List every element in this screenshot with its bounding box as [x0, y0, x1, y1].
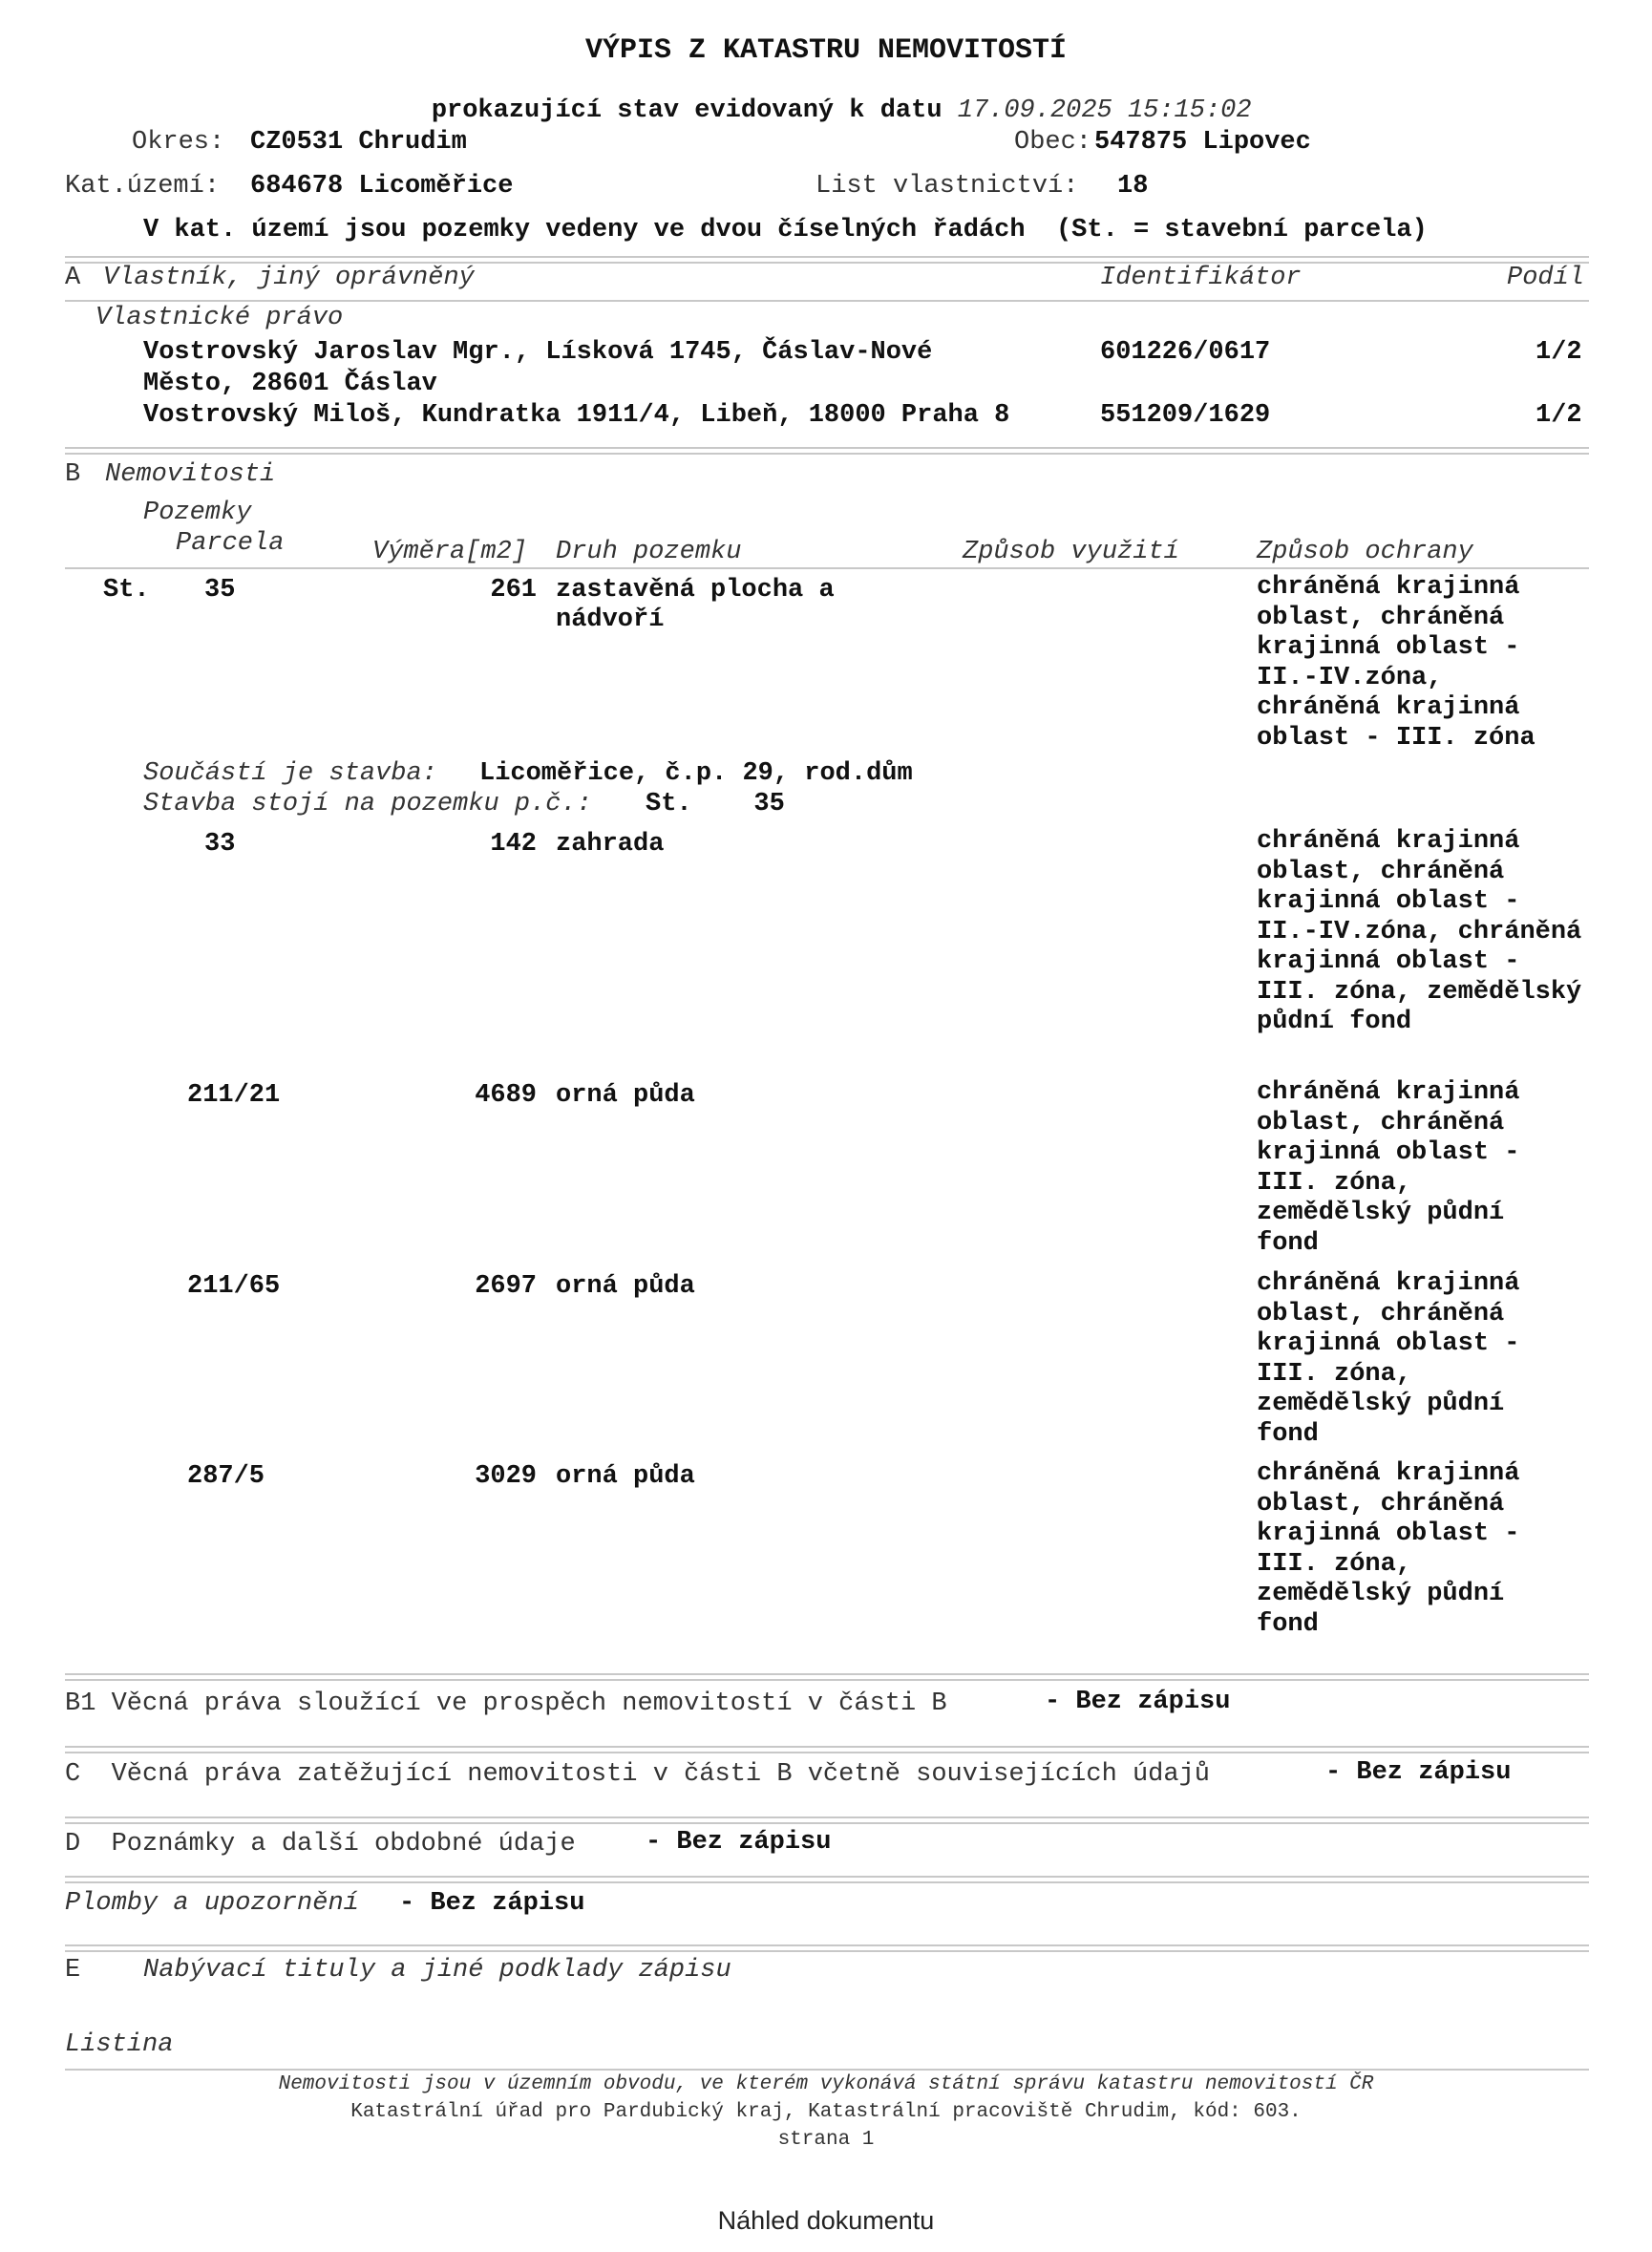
col-identifier: Identifikátor — [1100, 264, 1302, 292]
section-d-value: - Bez zápisu — [646, 1828, 832, 1857]
okres-label: Okres: — [132, 128, 225, 157]
parcel-number: 211/21 — [187, 1081, 281, 1110]
parcel-protection: chráněná krajinná oblast, chráněná krajinná oblast - III. zóna, zemědělský půdní fond — [1257, 1269, 1520, 1449]
numbering-note: V kat. území jsou pozemky vedeny ve dvou číselných řadách (St. = stavební parcela) — [143, 216, 1428, 244]
col-vymera: Výměra[m2] — [372, 538, 528, 566]
parcel-area: 3029 — [475, 1462, 537, 1491]
owner-identifier: 551209/1629 — [1100, 401, 1271, 430]
section-b-heading: Nemovitosti — [105, 460, 276, 489]
section-e-label: Nabývací tituly a jiné podklady zápisu — [143, 1956, 731, 1985]
obec-value: 547875 Lipovec — [1094, 128, 1311, 157]
parcel-number: 211/65 — [187, 1272, 281, 1301]
section-b1-label: B1 Věcná práva sloužící ve prospěch nemovitostí v části B — [65, 1689, 947, 1718]
parcel-area: 2697 — [475, 1272, 537, 1301]
section-divider — [65, 1876, 1589, 1883]
owner-share: 1/2 — [1536, 338, 1582, 367]
owner-line: Město, 28601 Čáslav — [143, 370, 437, 398]
section-divider — [65, 300, 1589, 302]
section-divider — [65, 1746, 1589, 1753]
building-value: Licoměřice, č.p. 29, rod.dům — [479, 759, 913, 788]
section-divider — [65, 1673, 1589, 1681]
section-divider — [65, 1816, 1589, 1824]
section-c-value: - Bez zápisu — [1325, 1758, 1512, 1787]
parcel-type: nádvoří — [556, 605, 665, 634]
parcel-number: 35 — [204, 576, 236, 605]
owner-identifier: 601226/0617 — [1100, 338, 1271, 367]
katuzemi-value: 684678 Licoměřice — [250, 172, 514, 201]
katuzemi-label: Kat.území: — [65, 172, 221, 201]
parcel-protection: chráněná krajinná oblast, chráněná krajinná oblast - II.-IV.zóna, chráněná krajinná oblast - III. zóna, zemědělský půdní fond — [1257, 827, 1582, 1036]
parcel-type: orná půda — [556, 1081, 695, 1110]
stands-on-value: St. 35 — [646, 790, 785, 818]
col-parcela: Parcela — [176, 529, 285, 558]
parcel-protection: chráněná krajinná oblast, chráněná krajinná oblast - III. zóna, zemědělský půdní fond — [1257, 1078, 1520, 1258]
footer-line-1: Nemovitosti jsou v územním obvodu, ve kterém vykonává státní správu katastru nemovitostí ČR — [278, 2073, 1374, 2095]
section-divider — [65, 256, 1589, 264]
stands-on-label: Stavba stojí na pozemku p.č.: — [143, 790, 592, 818]
parcel-area: 261 — [490, 576, 537, 605]
parcel-area: 4689 — [475, 1081, 537, 1110]
listina-label: Listina — [65, 2030, 174, 2059]
section-divider — [65, 567, 1589, 569]
col-share: Podíl — [1507, 264, 1585, 292]
section-a-letter: A — [65, 264, 81, 292]
building-label: Součástí je stavba: — [143, 759, 437, 788]
parcel-prefix: St. — [103, 576, 150, 605]
col-ochrana: Způsob ochrany — [1257, 538, 1473, 566]
parcel-protection: chráněná krajinná oblast, chráněná krajinná oblast - II.-IV.zóna, chráněná krajinná oblast - III. zóna — [1257, 573, 1536, 753]
section-divider — [65, 1944, 1589, 1952]
parcel-type: zahrada — [556, 830, 665, 859]
document-title: VÝPIS Z KATASTRU NEMOVITOSTÍ — [584, 34, 1068, 67]
section-divider — [65, 447, 1589, 455]
section-e-letter: E — [65, 1956, 81, 1985]
footer-line-2: Katastrální úřad pro Pardubický kraj, Katastrální pracoviště Chrudim, kód: 603. — [350, 2101, 1302, 2123]
section-a-heading: Vlastník, jiný oprávněný — [103, 264, 475, 292]
footer-divider — [65, 2069, 1589, 2071]
section-b-letter: B — [65, 460, 81, 489]
section-b1-value: - Bez zápisu — [1045, 1688, 1231, 1716]
lv-value: 18 — [1117, 172, 1149, 201]
ownership-subheading: Vlastnické právo — [95, 304, 344, 332]
parcel-area: 142 — [490, 830, 537, 859]
section-c-label: C Věcná práva zatěžující nemovitosti v části B včetně souvisejících údajů — [65, 1760, 1210, 1789]
plomby-value: - Bez zápisu — [399, 1889, 585, 1918]
document-date: 17.09.2025 15:15:02 — [957, 96, 1252, 125]
parcel-type: zastavěná plocha a — [556, 576, 835, 605]
owner-line: Vostrovský Jaroslav Mgr., Lísková 1745, Čáslav-Nové — [143, 338, 933, 367]
parcel-protection: chráněná krajinná oblast, chráněná krajinná oblast - III. zóna, zemědělský půdní fond — [1257, 1459, 1520, 1639]
owner-line: Vostrovský Miloš, Kundratka 1911/4, Libeň, 18000 Praha 8 — [143, 401, 1010, 430]
subtitle-prefix: prokazující stav evidovaný k datu — [431, 96, 942, 125]
lv-label: List vlastnictví: — [815, 172, 1079, 201]
col-druh: Druh pozemku — [556, 538, 742, 566]
col-vyuziti: Způsob využití — [963, 538, 1179, 566]
obec-label: Obec: — [1014, 128, 1092, 157]
parcel-number: 33 — [204, 830, 236, 859]
parcel-number: 287/5 — [187, 1462, 265, 1491]
preview-caption: Náhled dokumentu — [717, 2206, 935, 2235]
plomby-label: Plomby a upozornění — [65, 1889, 359, 1918]
owner-share: 1/2 — [1536, 401, 1582, 430]
document-subtitle — [0, 73, 1652, 124]
pozemky-subheading: Pozemky — [143, 499, 252, 527]
parcel-type: orná půda — [556, 1462, 695, 1491]
section-d-label: D Poznámky a další obdobné údaje — [65, 1830, 576, 1859]
page-number: strana 1 — [777, 2129, 875, 2151]
parcel-type: orná půda — [556, 1272, 695, 1301]
okres-value: CZ0531 Chrudim — [250, 128, 467, 157]
